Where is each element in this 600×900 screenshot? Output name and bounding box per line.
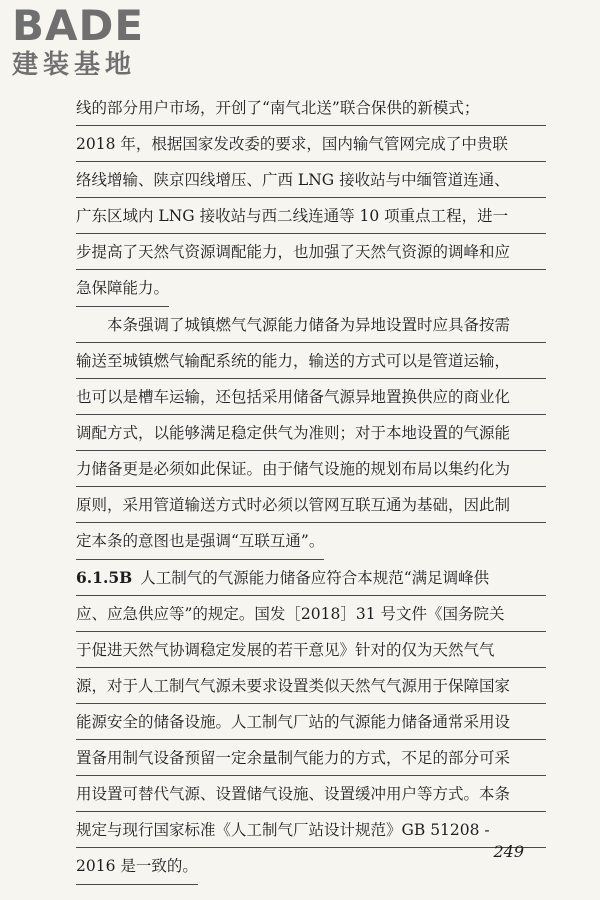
text-line: 原则，采用管道输送方式时必须以管网互联互通为基础，因此制 [76, 487, 546, 523]
logo-wordmark: BADE [12, 1, 145, 50]
text-line: 广东区域内 LNG 接收站与西二线连通等 10 项重点工程，进一 [76, 198, 546, 234]
text-line: 络线增输、陕京四线增压、广西 LNG 接收站与中缅管道连通、 [76, 162, 546, 198]
clause-first-line [76, 560, 546, 596]
text-line: 置备用制气设备预留一定余量制气能力的方式，不足的部分可采 [76, 740, 546, 776]
text-line: 定本条的意图也是强调“互联互通”。 [76, 523, 324, 560]
page-body [76, 90, 546, 885]
clause-number: 6.1.5B [76, 568, 133, 587]
text-line: 用设置可替代气源、设置储气设施、设置缓冲用户等方式。本条 [76, 776, 546, 812]
text-line: 应、应急供应等”的规定。国发［2018］31 号文件《国务院关 [76, 596, 546, 632]
text-line: 调配方式，以能够满足稳定供气为准则；对于本地设置的气源能 [76, 415, 546, 451]
text-line: 源，对于人工制气气源未要求设置类似天然气气源用于保障国家 [76, 668, 546, 704]
text-line: 本条强调了城镇燃气气源能力储备为异地设置时应具备按需 [76, 307, 546, 343]
text-line: 能源安全的储备设施。人工制气厂站的气源能力储备通常采用设 [76, 704, 546, 740]
page-number: 249 [493, 842, 524, 861]
text-line: 2016 是一致的。 [76, 848, 198, 885]
text-line: 规定与现行国家标准《人工制气厂站设计规范》GB 51208 - [76, 812, 546, 848]
text-line: 2018 年，根据国家发改委的要求，国内输气管网完成了中贵联 [76, 126, 546, 162]
text-line: 输送至城镇燃气输配系统的能力，输送的方式可以是管道运输， [76, 343, 546, 379]
text-line: 线的部分用户市场，开创了“南气北送”联合保供的新模式； [76, 90, 546, 126]
text-line: 也可以是槽车运输，还包括采用储备气源异地置换供应的商业化 [76, 379, 546, 415]
clause-text: 人工制气的气源能力储备应符合本规范“满足调峰供 [140, 569, 490, 587]
logo [12, 1, 145, 80]
text-line: 于促进天然气协调稳定发展的若干意见》针对的仅为天然气气 [76, 632, 546, 668]
text-line: 力储备更是必须如此保证。由于储气设施的规划布局以集约化为 [76, 451, 546, 487]
logo-subtitle: 建装基地 [12, 50, 137, 80]
text-line: 急保障能力。 [76, 270, 169, 307]
text-line: 步提高了天然气资源调配能力，也加强了天然气资源的调峰和应 [76, 234, 546, 270]
